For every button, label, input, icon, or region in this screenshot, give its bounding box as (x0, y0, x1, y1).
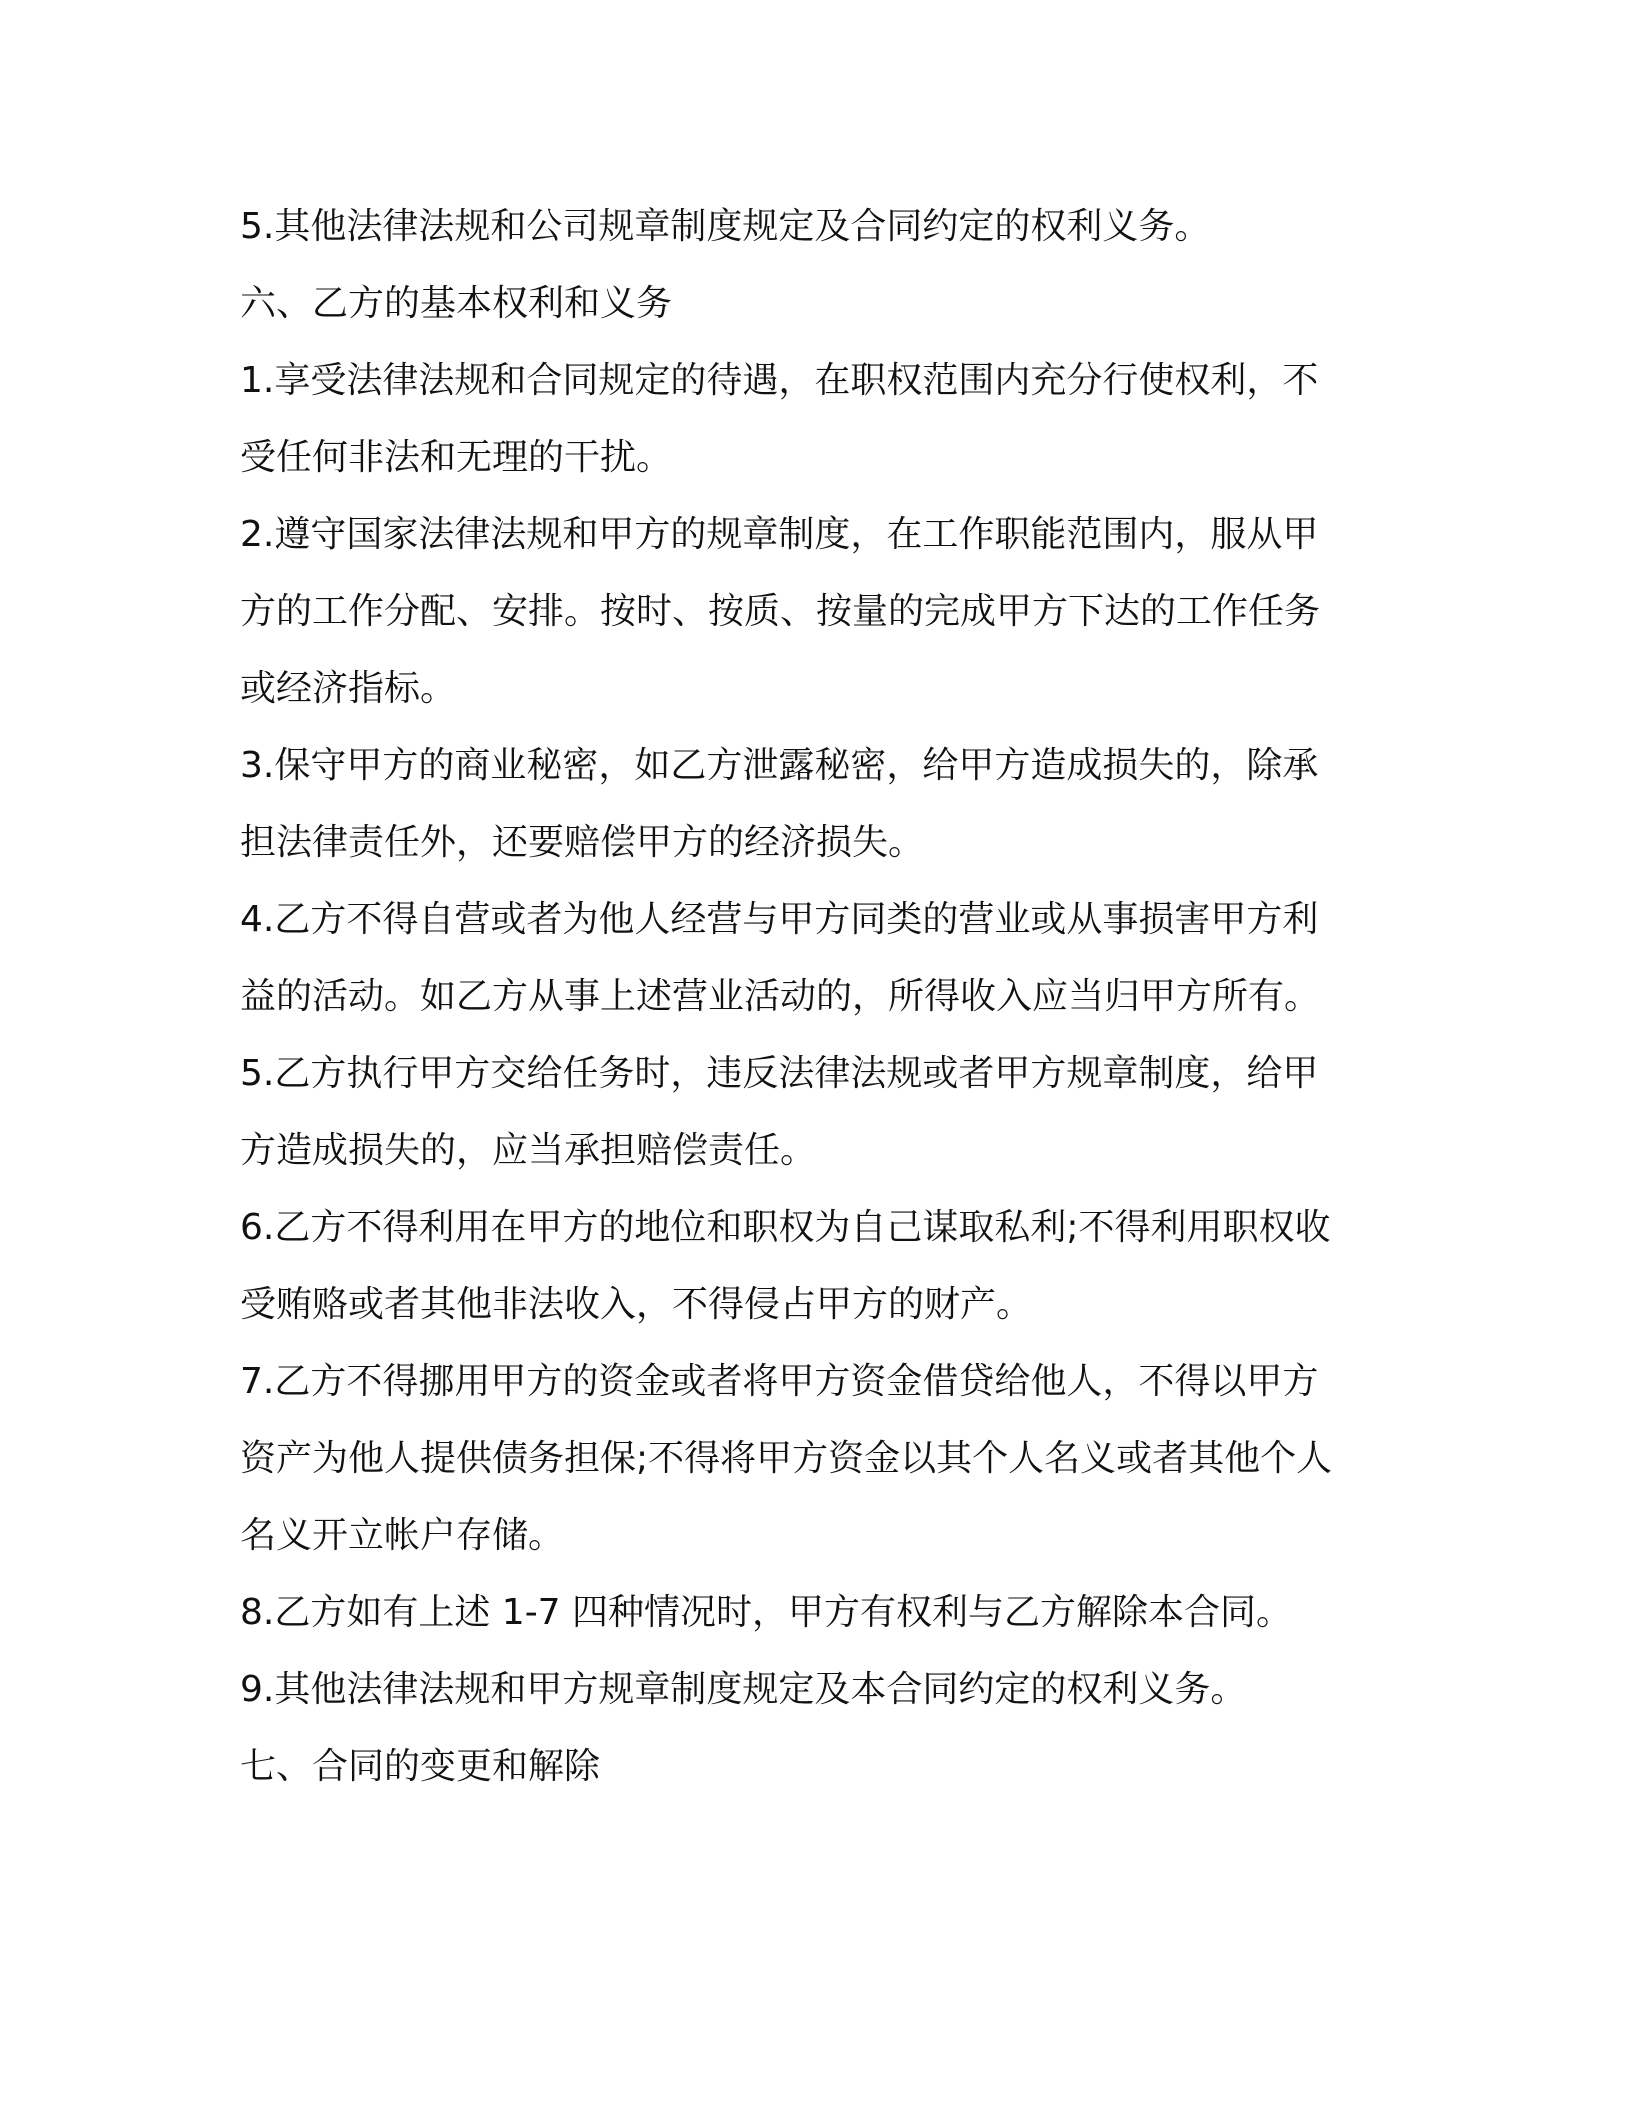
text-line: 担法律责任外，还要赔偿甲方的经济损失。 (240, 822, 925, 863)
text-line: 名义开立帐户存储。 (240, 1515, 565, 1556)
text-line: 6.乙方不得利用在甲方的地位和职权为自己谋取私利;不得利用职权收 (240, 1207, 1331, 1248)
text-line: 5.其他法律法规和公司规章制度规定及合同约定的权利义务。 (240, 206, 1211, 247)
text-line: 4.乙方不得自营或者为他人经营与甲方同类的营业或从事损害甲方利 (240, 899, 1319, 940)
text-line: 受任何非法和无理的干扰。 (240, 437, 673, 478)
text-line: 1.享受法律法规和合同规定的待遇，在职权范围内充分行使权利，不 (240, 360, 1319, 401)
text-line: 方的工作分配、安排。按时、按质、按量的完成甲方下达的工作任务 (240, 591, 1321, 632)
paragraph-item-6 (240, 1189, 1390, 1343)
text-line: 七、合同的变更和解除 (240, 1746, 601, 1787)
text-line: 益的活动。如乙方从事上述营业活动的，所得收入应当归甲方所有。 (240, 976, 1321, 1017)
paragraph-item-5-company-rules (240, 188, 1390, 265)
text-line: 3.保守甲方的商业秘密，如乙方泄露秘密，给甲方造成损失的，除承 (240, 745, 1319, 786)
text-line: 8.乙方如有上述 1-7 四种情况时，甲方有权利与乙方解除本合同。 (240, 1592, 1293, 1633)
paragraph-item-1 (240, 342, 1390, 496)
paragraph-item-8 (240, 1574, 1390, 1651)
text-line: 2.遵守国家法律法规和甲方的规章制度，在工作职能范围内，服从甲 (240, 514, 1319, 555)
paragraph-item-2 (240, 496, 1390, 727)
paragraph-item-5 (240, 1035, 1390, 1189)
section-heading-6 (240, 265, 1390, 342)
text-line: 或经济指标。 (240, 668, 457, 709)
paragraph-item-9 (240, 1651, 1390, 1728)
section-heading-7 (240, 1728, 1390, 1805)
text-line: 资产为他人提供债务担保;不得将甲方资金以其个人名义或者其他个人 (240, 1438, 1333, 1479)
text-line: 9.其他法律法规和甲方规章制度规定及本合同约定的权利义务。 (240, 1669, 1247, 1710)
paragraph-item-7 (240, 1343, 1390, 1574)
text-line: 7.乙方不得挪用甲方的资金或者将甲方资金借贷给他人，不得以甲方 (240, 1361, 1319, 1402)
text-line: 六、乙方的基本权利和义务 (240, 283, 673, 324)
text-line: 方造成损失的，应当承担赔偿责任。 (240, 1130, 817, 1171)
paragraph-item-3 (240, 727, 1390, 881)
document-body (240, 188, 1390, 1805)
paragraph-item-4 (240, 881, 1390, 1035)
text-line: 受贿赂或者其他非法收入，不得侵占甲方的财产。 (240, 1284, 1033, 1325)
text-line: 5.乙方执行甲方交给任务时，违反法律法规或者甲方规章制度，给甲 (240, 1053, 1319, 1094)
